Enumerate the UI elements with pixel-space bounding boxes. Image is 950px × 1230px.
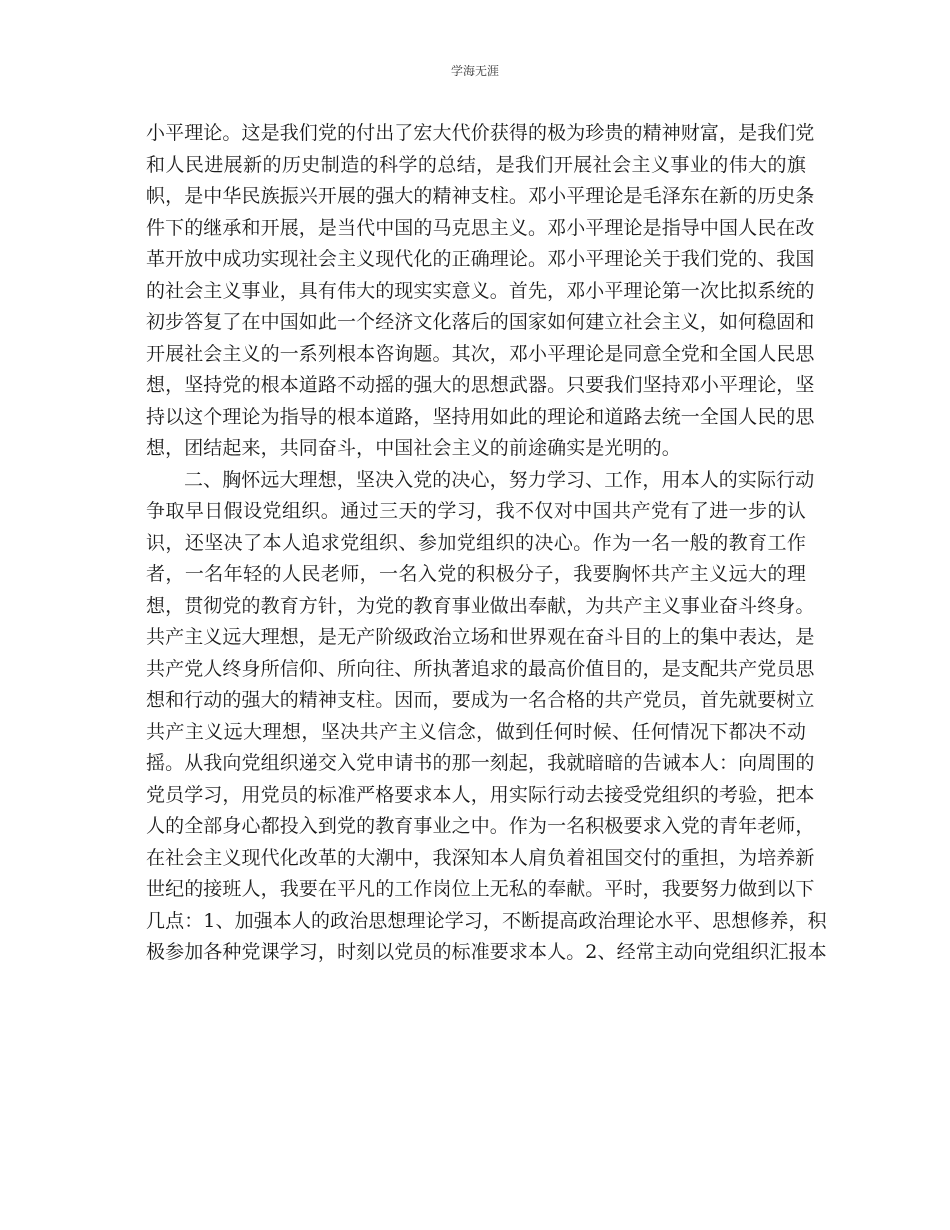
text-line: 者，一名年轻的人民老师，一名入党的积极分子，我要胸怀共产主义远大的理 <box>146 563 806 585</box>
text-line: 和人民进展新的历史制造的科学的总结，是我们开展社会主义事业的伟大的旗 <box>146 153 806 176</box>
text-line: 世纪的接班人，我要在平凡的工作岗位上无私的奉献。平时，我要努力做到以下 <box>146 878 815 900</box>
text-line: 小平理论。这是我们党的付出了宏大代价获得的极为珍贵的精神财富，是我们党 <box>146 122 815 144</box>
text-line: 共产党人终身所信仰、所向往、所执著追求的最高价值目的，是支配共产党员思 <box>146 657 815 680</box>
text-line: 在社会主义现代化改革的大潮中，我深知本人肩负着祖国交付的重担，为培养新 <box>146 846 815 869</box>
text-line: 二、胸怀远大理想，坚决入党的决心，努力学习、工作，用本人的实际行动 <box>184 468 815 491</box>
text-line: 想，坚持党的根本道路不动摇的强大的思想武器。只要我们坚持邓小平理论，坚 <box>146 374 815 396</box>
text-line: 持以这个理论为指导的根本道路，坚持用如此的理论和道路去统一全国人民的思 <box>146 405 815 428</box>
text-line: 共产主义远大理想，是无产阶级政治立场和世界观在奋斗目的上的集中表达，是 <box>146 626 815 648</box>
text-line: 革开放中成功实现社会主义现代化的正确理论。邓小平理论关于我们党的、我国 <box>146 248 815 270</box>
text-line: 件下的继承和开展，是当代中国的马克思主义。邓小平理论是指导中国人民在改 <box>146 216 815 239</box>
text-line: 的社会主义事业，具有伟大的现实实意义。首先，邓小平理论第一次比拟系统的 <box>146 279 815 302</box>
page-header: 学海无涯 <box>450 64 499 78</box>
text-line: 争取早日假设党组织。通过三天的学习，我不仅对中国共产党有了进一步的认 <box>146 500 806 522</box>
text-line: 想，贯彻党的教育方针，为党的教育事业做出奉献，为共产主义事业奋斗终身。 <box>146 594 815 617</box>
text-line: 党员学习，用党员的标准严格要求本人，用实际行动去接受党组织的考验，把本 <box>146 783 815 806</box>
text-line: 想，团结起来，共同奋斗，中国社会主义的前途确实是光明的。 <box>146 437 681 459</box>
text-line: 帜，是中华民族振兴开展的强大的精神支柱。邓小平理论是毛泽东在新的历史条 <box>146 185 815 207</box>
text-line: 初步答复了在中国如此一个经济文化落后的国家如何建立社会主义，如何稳固和 <box>146 311 815 333</box>
text-line: 共产主义远大理想，坚决共产主义信念，做到任何时候、任何情况下都决不动 <box>146 720 806 743</box>
text-line: 想和行动的强大的精神支柱。因而，要成为一名合格的共产党员，首先就要树立 <box>146 689 815 711</box>
text-line: 识，还坚决了本人追求党组织、参加党组织的决心。作为一名一般的教育工作 <box>146 531 806 554</box>
text-line: 极参加各种党课学习，时刻以党员的标准要求本人。2、经常主动向党组织汇报本 <box>146 941 827 963</box>
text-line: 人的全部身心都投入到党的教育事业之中。作为一名积极要求入党的青年老师， <box>146 815 815 837</box>
text-line: 摇。从我向党组织递交入党申请书的那一刻起，我就暗暗的告诫本人：向周围的 <box>146 752 815 774</box>
text-line: 几点：1、加强本人的政治思想理论学习，不断提高政治理论水平、思想修养，积 <box>146 909 827 932</box>
text-line: 开展社会主义的一系列根本咨询题。其次，邓小平理论是同意全党和全国人民思 <box>146 342 815 365</box>
document-body <box>146 118 827 969</box>
